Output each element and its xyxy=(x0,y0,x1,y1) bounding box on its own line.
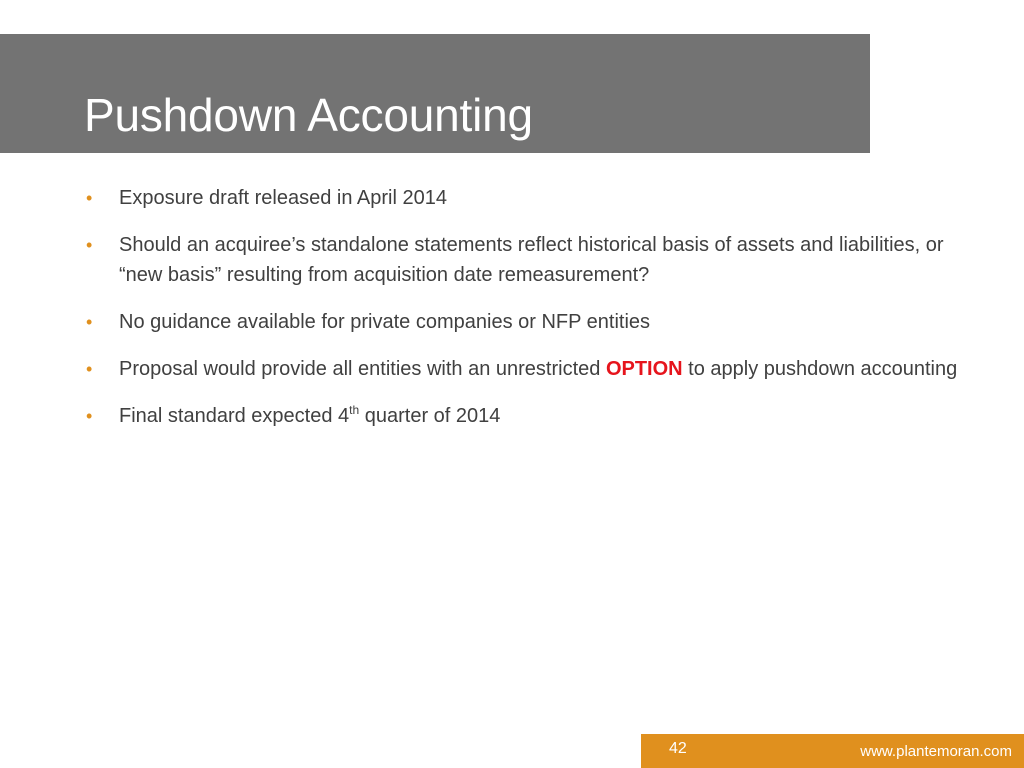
bullet-text-before: Final standard expected 4 xyxy=(119,405,350,427)
bullet-item xyxy=(86,354,986,384)
bullet-item xyxy=(86,401,986,431)
bullet-icon: • xyxy=(86,188,93,208)
page-number: 42 xyxy=(669,740,687,757)
bullet-item xyxy=(86,307,986,337)
bullet-text-after: to apply pushdown accounting xyxy=(682,358,958,380)
bullet-text: Exposure draft released in April 2014 xyxy=(119,187,447,209)
website-link[interactable]: www.plantemoran.com xyxy=(860,743,1012,760)
bullet-icon: • xyxy=(86,359,93,379)
bullet-text-before: Proposal would provide all entities with an unrestricted xyxy=(119,358,606,380)
footer-bar xyxy=(641,734,1024,768)
bullet-icon: • xyxy=(86,406,93,426)
emphasis-option: OPTION xyxy=(605,358,683,380)
bullet-text-after: quarter of 2014 xyxy=(359,405,501,427)
bullet-icon: • xyxy=(86,235,93,255)
bullet-text: No guidance available for private companies or NFP entities xyxy=(119,311,651,333)
ordinal-suffix: th xyxy=(349,403,360,417)
bullet-list xyxy=(86,183,986,448)
bullet-item xyxy=(86,230,986,290)
slide-title: Pushdown Accounting xyxy=(84,89,533,141)
bullet-icon: • xyxy=(86,312,93,332)
bullet-text: Should an acquiree’s standalone statements reflect historical basis of assets and liabilities, or “new basis” resulting from acquisition date remeasurement? xyxy=(119,234,944,286)
bullet-item xyxy=(86,183,986,213)
